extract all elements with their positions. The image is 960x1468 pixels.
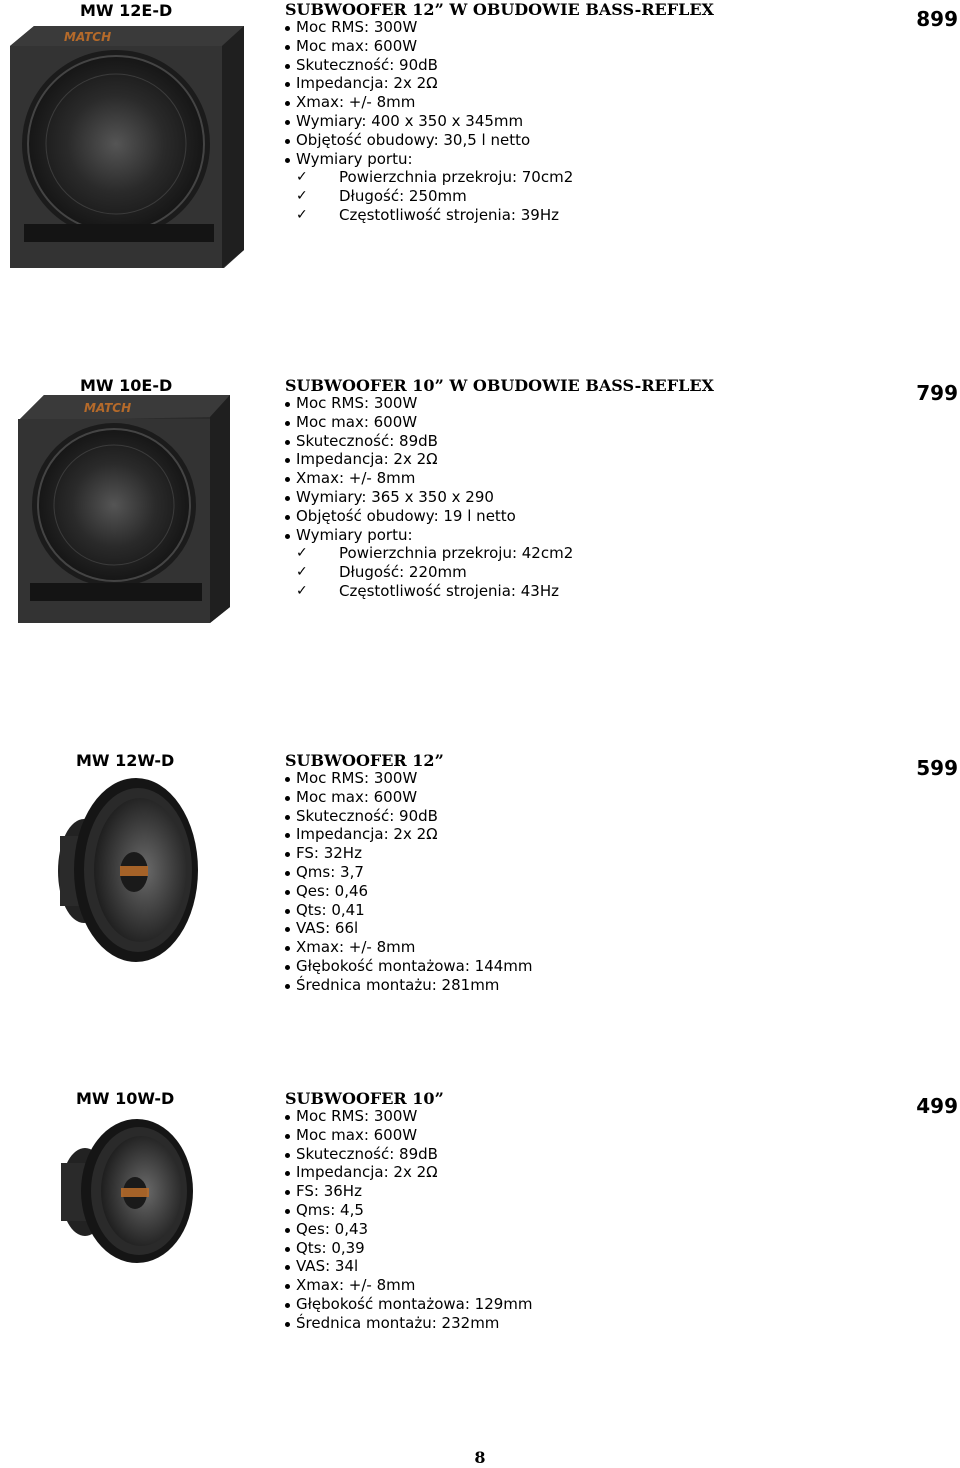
spec-list bbox=[282, 769, 533, 995]
spec-item: Objętość obudowy: 30,5 l netto bbox=[282, 131, 573, 150]
svg-text:MATCH: MATCH bbox=[84, 401, 132, 415]
spec-item: Moc max: 600W bbox=[282, 413, 573, 432]
subwoofer-enclosure-image bbox=[4, 24, 248, 270]
port-spec-text: Powierzchnia przekroju: 70cm2 bbox=[339, 168, 574, 187]
spec-item: VAS: 66l bbox=[282, 919, 533, 938]
spec-item: Średnica montażu: 232mm bbox=[282, 1314, 533, 1333]
spec-item: Qms: 4,5 bbox=[282, 1201, 533, 1220]
spec-item: Qms: 3,7 bbox=[282, 863, 533, 882]
product-title: SUBWOOFER 10” W OBUDOWIE BASS-REFLEX bbox=[285, 376, 714, 395]
spec-item: Wymiary: 400 x 350 x 345mm bbox=[282, 112, 573, 131]
product-price: 499 bbox=[916, 1094, 958, 1118]
spec-item: Qes: 0,46 bbox=[282, 882, 533, 901]
product-mw12e-d bbox=[0, 0, 960, 300]
spec-item: Skuteczność: 89dB bbox=[282, 432, 573, 451]
product-mw10w-d bbox=[0, 1089, 960, 1349]
check-icon: ✓ bbox=[296, 564, 308, 581]
check-icon: ✓ bbox=[296, 206, 308, 223]
page-number: 8 bbox=[474, 1448, 486, 1467]
spec-item: Xmax: +/- 8mm bbox=[282, 1276, 533, 1295]
spec-item: FS: 36Hz bbox=[282, 1182, 533, 1201]
port-spec-item bbox=[282, 582, 573, 601]
product-model: MW 12E-D bbox=[80, 1, 173, 20]
product-mw12w-d bbox=[0, 751, 960, 1011]
spec-item: Xmax: +/- 8mm bbox=[282, 469, 573, 488]
port-spec-item bbox=[282, 187, 573, 206]
spec-item: Xmax: +/- 8mm bbox=[282, 93, 573, 112]
spec-item: Impedancja: 2x 2Ω bbox=[282, 450, 573, 469]
product-title: SUBWOOFER 12” bbox=[285, 751, 444, 770]
spec-list bbox=[282, 394, 573, 601]
spec-list bbox=[282, 1107, 533, 1333]
product-model: MW 10E-D bbox=[80, 376, 173, 395]
port-spec-text: Częstotliwość strojenia: 39Hz bbox=[339, 205, 559, 224]
spec-item: Qes: 0,43 bbox=[282, 1220, 533, 1239]
port-spec-item bbox=[282, 563, 573, 582]
spec-item: Moc RMS: 300W bbox=[282, 769, 533, 788]
spec-item: Impedancja: 2x 2Ω bbox=[282, 1163, 533, 1182]
check-icon: ✓ bbox=[296, 582, 308, 599]
product-mw10e-d bbox=[0, 376, 960, 636]
spec-item: Moc RMS: 300W bbox=[282, 394, 573, 413]
product-title: SUBWOOFER 10” bbox=[285, 1089, 444, 1108]
spec-item: Moc RMS: 300W bbox=[282, 1107, 533, 1126]
spec-item: Moc max: 600W bbox=[282, 1126, 533, 1145]
spec-item: Moc RMS: 300W bbox=[282, 18, 573, 37]
spec-item: Moc max: 600W bbox=[282, 37, 573, 56]
product-price: 599 bbox=[916, 756, 958, 780]
subwoofer-driver-image bbox=[50, 776, 200, 966]
spec-item: Objętość obudowy: 19 l netto bbox=[282, 507, 573, 526]
spec-item: Impedancja: 2x 2Ω bbox=[282, 74, 573, 93]
spec-item: Skuteczność: 90dB bbox=[282, 807, 533, 826]
spec-item: Skuteczność: 89dB bbox=[282, 1145, 533, 1164]
subwoofer-enclosure-image bbox=[14, 393, 234, 625]
spec-item: FS: 32Hz bbox=[282, 844, 533, 863]
spec-list bbox=[282, 18, 573, 225]
spec-item: Głębokość montażowa: 144mm bbox=[282, 957, 533, 976]
spec-item: Wymiary portu: bbox=[282, 526, 573, 545]
check-icon: ✓ bbox=[296, 545, 308, 562]
product-model: MW 12W-D bbox=[76, 751, 175, 770]
spec-item: VAS: 34l bbox=[282, 1257, 533, 1276]
spec-item: Wymiary portu: bbox=[282, 150, 573, 169]
port-spec-text: Powierzchnia przekroju: 42cm2 bbox=[339, 544, 574, 563]
port-spec-text: Częstotliwość strojenia: 43Hz bbox=[339, 581, 559, 600]
spec-item: Impedancja: 2x 2Ω bbox=[282, 825, 533, 844]
spec-item: Średnica montażu: 281mm bbox=[282, 976, 533, 995]
product-price: 899 bbox=[916, 7, 958, 31]
check-icon: ✓ bbox=[296, 169, 308, 186]
product-price: 799 bbox=[916, 381, 958, 405]
product-model: MW 10W-D bbox=[76, 1089, 175, 1108]
spec-item: Qts: 0,39 bbox=[282, 1239, 533, 1258]
port-spec-item bbox=[282, 544, 573, 563]
spec-item: Moc max: 600W bbox=[282, 788, 533, 807]
port-spec-item bbox=[282, 168, 573, 187]
port-spec-text: Długość: 250mm bbox=[339, 187, 467, 206]
spec-item: Wymiary: 365 x 350 x 290 bbox=[282, 488, 573, 507]
spec-item: Skuteczność: 90dB bbox=[282, 56, 573, 75]
svg-text:MATCH: MATCH bbox=[64, 30, 112, 44]
spec-item: Głębokość montażowa: 129mm bbox=[282, 1295, 533, 1314]
spec-item: Xmax: +/- 8mm bbox=[282, 938, 533, 957]
spec-item: Qts: 0,41 bbox=[282, 901, 533, 920]
subwoofer-driver-image bbox=[55, 1117, 195, 1267]
port-spec-item bbox=[282, 206, 573, 225]
product-title: SUBWOOFER 12” W OBUDOWIE BASS-REFLEX bbox=[285, 0, 714, 19]
port-spec-text: Długość: 220mm bbox=[339, 563, 467, 582]
check-icon: ✓ bbox=[296, 188, 308, 205]
